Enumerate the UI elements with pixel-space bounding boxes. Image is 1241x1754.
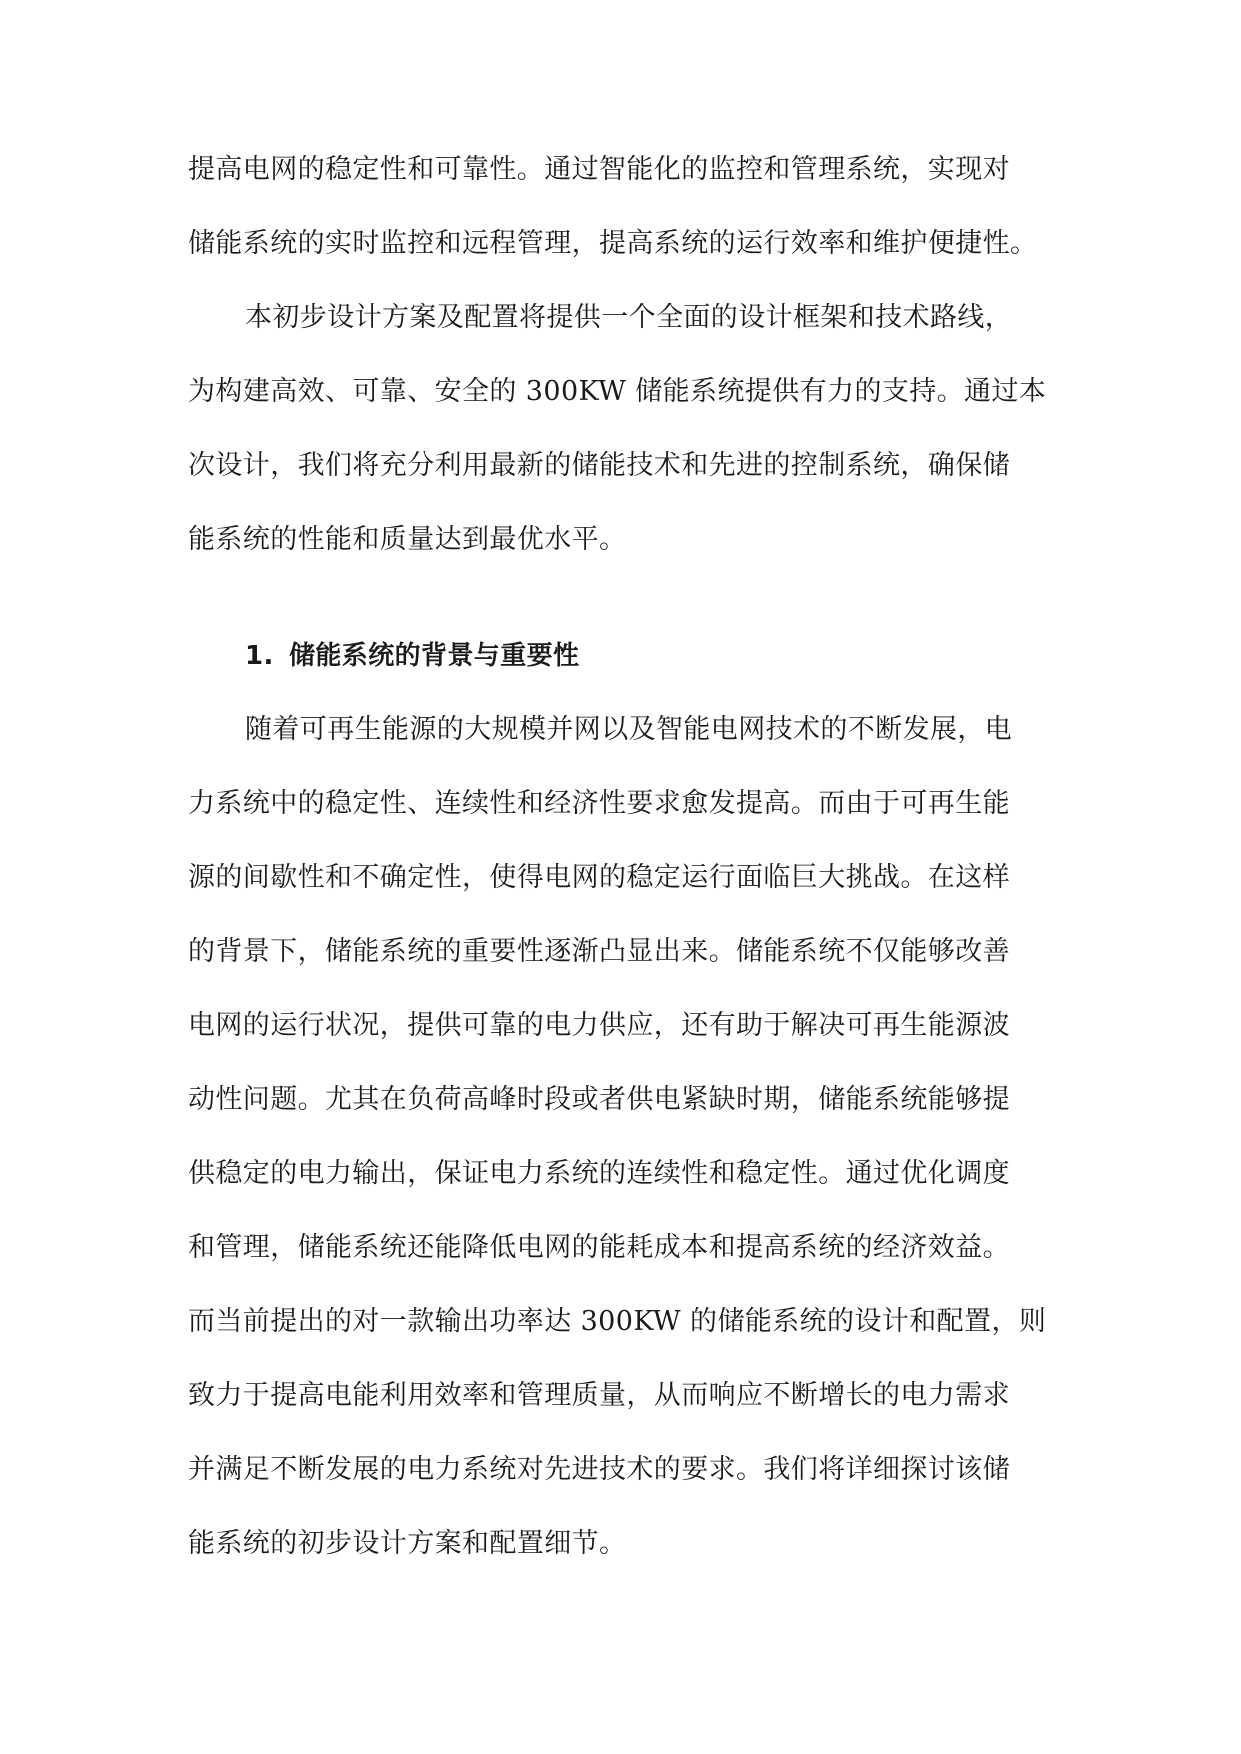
paragraph-3-line-11: 并满足不断发展的电力系统对先进技术的要求。我们将详细探讨该储 [188,1454,1010,1485]
paragraph-2-line-2: 为构建高效、可靠、安全的 300KW 储能系统提供有力的支持。通过本 [188,376,1047,407]
paragraph-3-line-7: 供稳定的电力输出，保证电力系统的连续性和稳定性。通过优化调度 [188,1158,1010,1189]
paragraph-1-line-2: 储能系统的实时监控和远程管理，提高系统的运行效率和维护便捷性。 [188,228,1038,259]
paragraph-2-line-1: 本初步设计方案及配置将提供一个全面的设计框架和技术路线， [245,302,1013,333]
section-heading [245,636,579,676]
paragraph-3-line-6: 动性问题。尤其在负荷高峰时段或者供电紧缺时期，储能系统能够提 [188,1084,1010,1115]
section-number: 1. [245,641,274,671]
paragraph-3-line-12: 能系统的初步设计方案和配置细节。 [188,1528,627,1559]
paragraph-3-line-4: 的背景下，储能系统的重要性逐渐凸显出来。储能系统不仅能够改善 [188,936,1010,967]
paragraph-3-line-1: 随着可再生能源的大规模并网以及智能电网技术的不断发展，电 [245,714,1013,745]
paragraph-3-line-9: 而当前提出的对一款输出功率达 300KW 的储能系统的设计和配置，则 [188,1306,1047,1337]
paragraph-2-line-4: 能系统的性能和质量达到最优水平。 [188,524,627,555]
paragraph-3-line-10: 致力于提高电能利用效率和管理质量，从而响应不断增长的电力需求 [188,1380,1010,1411]
paragraph-3-line-5: 电网的运行状况，提供可靠的电力供应，还有助于解决可再生能源波 [188,1010,1010,1041]
paragraph-3-line-3: 源的间歇性和不确定性，使得电网的稳定运行面临巨大挑战。在这样 [188,862,1010,893]
paragraph-3-line-8: 和管理，储能系统还能降低电网的能耗成本和提高系统的经济效益。 [188,1232,1010,1263]
paragraph-3-line-2: 力系统中的稳定性、连续性和经济性要求愈发提高。而由于可再生能 [188,788,1010,819]
paragraph-1-line-1: 提高电网的稳定性和可靠性。通过智能化的监控和管理系统，实现对 [188,154,1010,185]
paragraph-2-line-3: 次设计，我们将充分利用最新的储能技术和先进的控制系统，确保储 [188,450,1010,481]
section-title: 储能系统的背景与重要性 [289,641,580,671]
